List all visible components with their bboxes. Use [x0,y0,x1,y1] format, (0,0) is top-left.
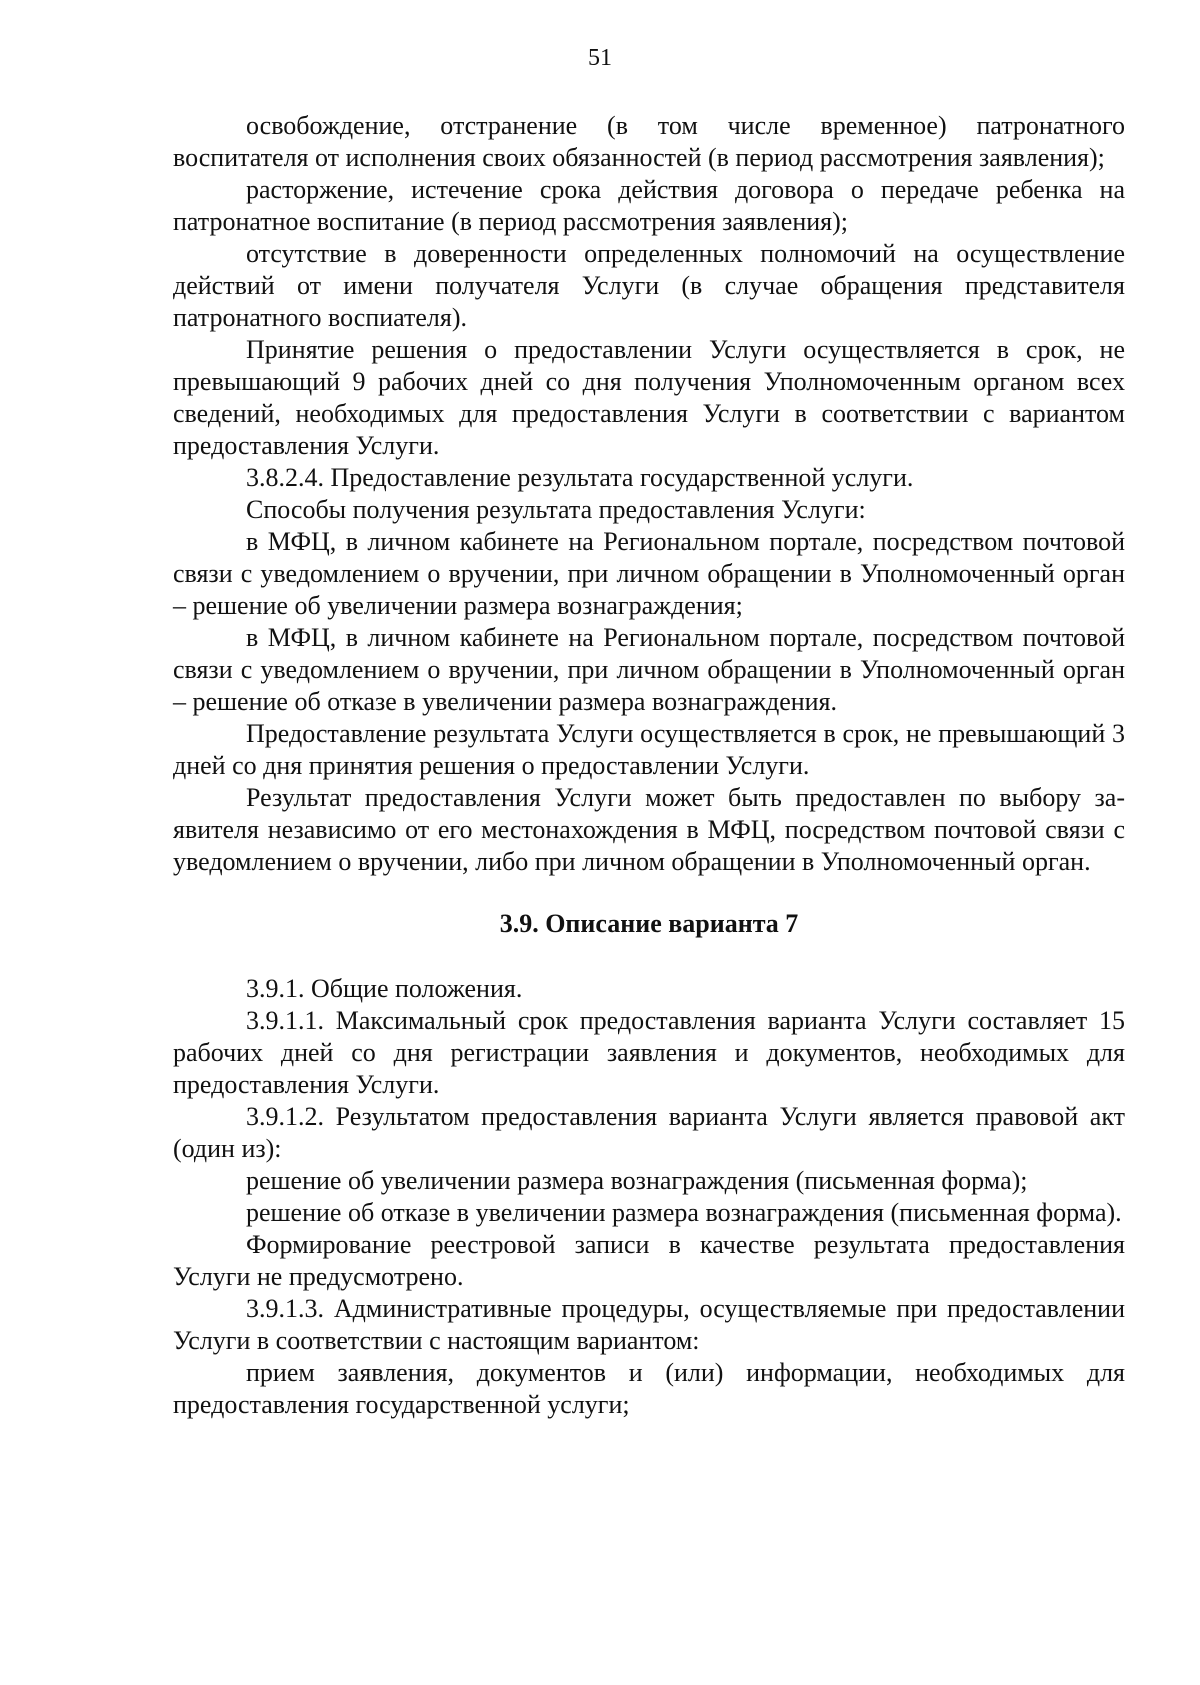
paragraph: решение об увеличении размера вознаграждения (письменная форма); [246,1166,1028,1195]
paragraph: Способы получения результата предоставления Услуги: [246,495,866,524]
paragraph: прием заявления, документов и (или) информации, необходимых для предоставления государственной услуги; [173,1358,1125,1419]
page-number: 51 [588,45,612,71]
paragraph: Принятие решения о предоставлении Услуги осуществляется в срок, не превышающий 9 рабочих дней со дня получения Уполномоченным органом всех сведений, необходимых для предоставления Услуги в соответствии с вариантом предоставления Услуги. [173,335,1125,460]
section-heading: 3.9. Описание варианта 7 [499,909,799,938]
paragraph: в МФЦ, в личном кабинете на Региональном портале, посредством почтовой связи с уведомлением о вручении, при личном обращении в Уполномоченный орган – решение об увеличении размера вознаграждения; [173,527,1125,620]
paragraph: Предоставление результата Услуги осуществляется в срок, не превышающий 3 дней со дня принятия решения о предоставлении Услуги. [173,719,1125,780]
document-body [173,110,1125,1421]
paragraph: 3.9.1.2. Результатом предоставления варианта Услуги является правовой акт (один из): [173,1102,1125,1163]
paragraph: Результат предоставления Услуги может быть предоставлен по выбору заявителя независимо от его местонахождения в МФЦ, посредством почтовой связи с уведомлением о вручении, либо при личном обращении в Уполномоченный орган. [173,783,1125,876]
paragraph: 3.8.2.4. Предоставление результата государственной услуги. [246,463,914,492]
paragraph: в МФЦ, в личном кабинете на Региональном портале, посредством почтовой связи с уведомлением о вручении, при личном обращении в Уполномоченный орган – решение об отказе в увеличении размера вознаграждения. [173,623,1125,716]
paragraph: Формирование реестровой записи в качестве результата предоставления Услуги не предусмотрено. [173,1230,1125,1291]
paragraph: отсутствие в доверенности определенных полномочий на осуществление действий от имени получателя Услуги (в случае обращения представителя патронатного воспиателя). [173,239,1125,332]
paragraph: 3.9.1. Общие положения. [246,974,523,1003]
paragraph: освобождение, отстранение (в том числе временное) патронатного воспитателя от исполнения своих обязанностей (в период рассмотрения заявления); [173,111,1125,172]
paragraph: расторжение, истечение срока действия договора о передаче ребенка на патронатное воспитание (в период рассмотрения заявления); [173,175,1125,236]
paragraph: 3.9.1.1. Максимальный срок предоставления варианта Услуги составляет 15 рабочих дней со дня регистрации заявления и документов, необходимых для предоставления Услуги. [173,1006,1125,1099]
paragraph: 3.9.1.3. Административные процедуры, осуществляемые при предоставлении Услуги в соответствии с настоящим вариантом: [173,1294,1125,1355]
paragraph: решение об отказе в увеличении размера вознаграждения (письменная форма). [246,1198,1122,1227]
